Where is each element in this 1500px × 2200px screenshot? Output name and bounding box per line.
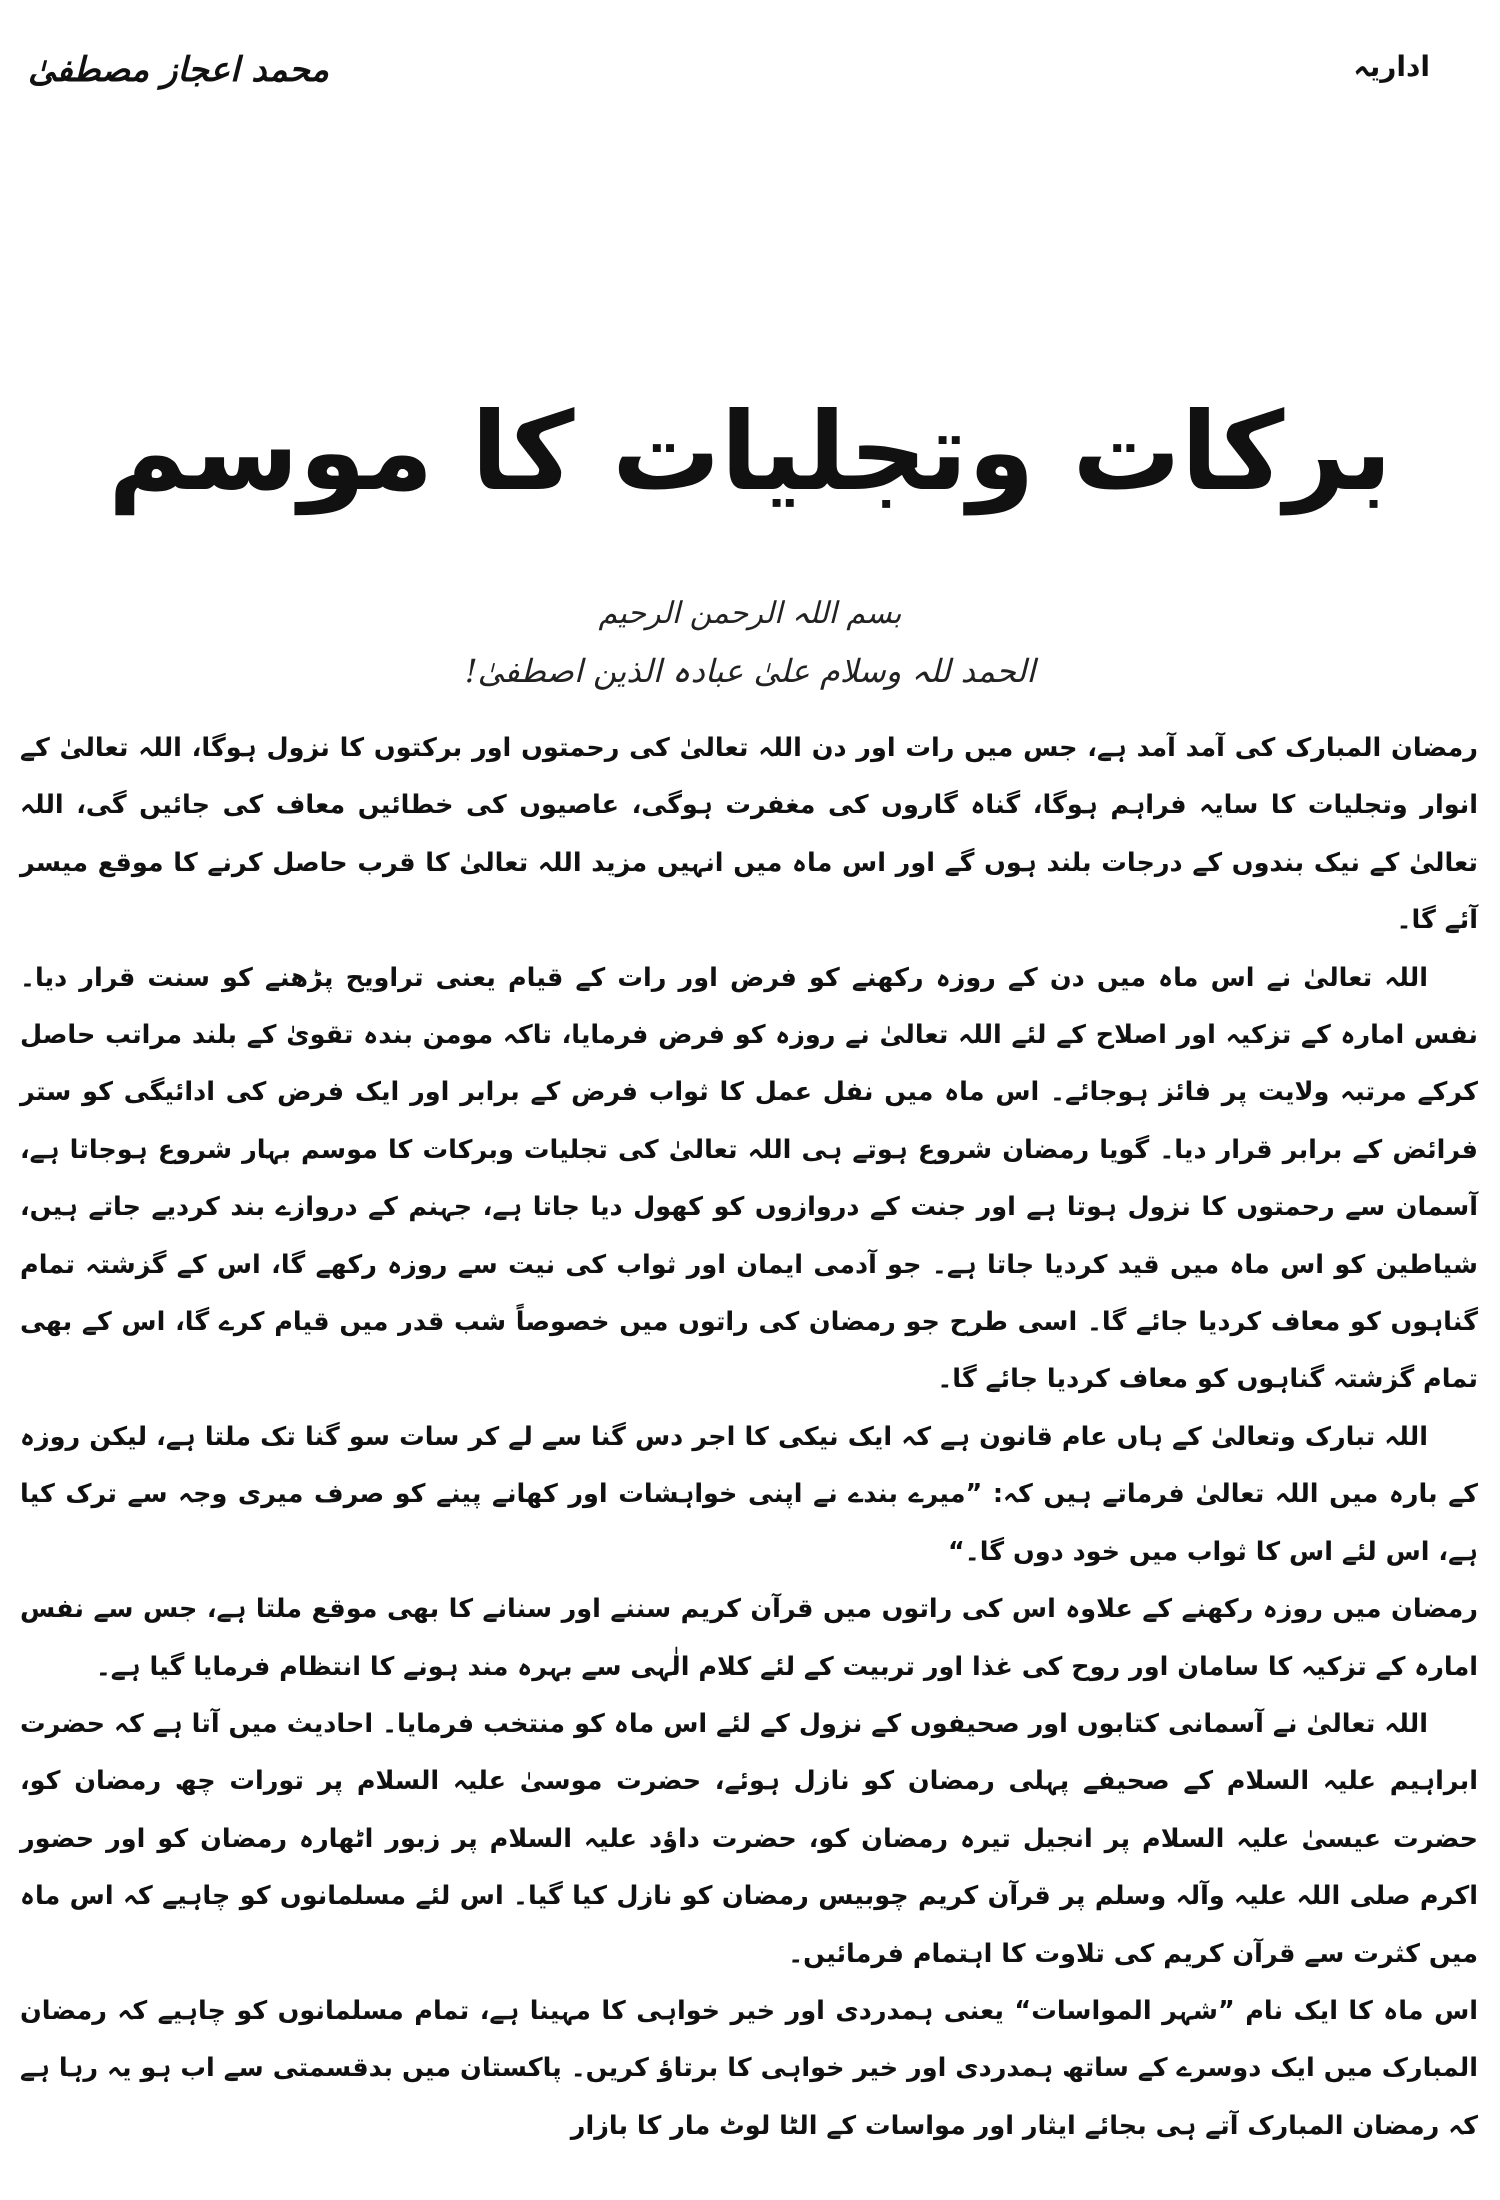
paragraph-5: اللہ تعالیٰ نے آسمانی کتابوں اور صحیفوں کے نزول کے لئے اس ماہ کو منتخب فرمایا۔ احادیث میں آتا ہے کہ حضرت ابراہیم علیہ السلام کے صحیفے پہلی رمضان کو نازل ہوئے، حضرت موسیٰ علیہ السلام پر تورات چھ رمضان کو، حضرت عیسیٰ علیہ السلام پر انجیل تیرہ رمضان کو، حضرت داؤد علیہ السلام پر زبور اٹھارہ رمضان کو اور حضور اکرم صلی اللہ علیہ وآلہ وسلم پر قرآن کریم چوبیس رمضان کو نازل کیا گیا۔ اس لئے مسلمانوں کو چاہیے کہ اس ماہ میں کثرت سے قرآن کریم کی تلاوت کا اہتمام فرمائیں۔ (20, 1708, 1478, 1969)
basmala-line: بسم اللہ الرحمن الرحیم (598, 596, 902, 631)
section-label: اداریہ (1353, 50, 1430, 83)
article-body (20, 720, 1478, 2155)
paragraph-2: اللہ تعالیٰ نے اس ماہ میں دن کے روزہ رکھنے کو فرض اور رات کے قیام یعنی تراویح پڑھنے کو سنت قرار دیا۔ نفس امارہ کے تزکیہ اور اصلاح کے لئے اللہ تعالیٰ نے روزہ کو فرض فرمایا، تاکہ مومن بندہ تقویٰ کے بلند مراتب حاصل کرکے مرتبہ ولایت پر فائز ہوجائے۔ اس ماہ میں نفل عمل کا ثواب فرض کے برابر اور ایک فرض کی ادائیگی کو ستر فرائض کے برابر قرار دیا۔ گویا رمضان شروع ہوتے ہی اللہ تعالیٰ کی تجلیات وبرکات کا موسم بہار شروع ہوجاتا ہے، آسمان سے رحمتوں کا نزول ہوتا ہے اور جنت کے دروازوں کو کھول دیا جاتا ہے، جہنم کے دروازے بند کردیے جاتے ہیں، شیاطین کو اس ماہ میں قید کردیا جاتا ہے۔ جو آدمی ایمان اور ثواب کی نیت سے روزہ رکھے گا، اس کے گزشتہ تمام گناہوں کو معاف کردیا جائے گا۔ اسی طرح جو رمضان کی راتوں میں خصوصاً شب قدر میں قیام کرے گا، اس کے بھی تمام گزشتہ گناہوں کو معاف کردیا جائے گا۔ (20, 962, 1478, 1395)
hamd-line: الحمد للہ وسلام علیٰ عبادہ الذین اصطفیٰ! (464, 652, 1036, 690)
paragraph-1: رمضان المبارک کی آمد آمد ہے، جس میں رات اور دن اللہ تعالیٰ کی رحمتوں اور برکتوں کا نزول ہوگا، اللہ تعالیٰ کے انوار وتجلیات کا سایہ فراہم ہوگا، گناہ گاروں کی مغفرت ہوگی، عاصیوں کی خطائیں معاف کی جائیں گی، اللہ تعالیٰ کے نیک بندوں کے درجات بلند ہوں گے اور اس ماہ میں انہیں مزید اللہ تعالیٰ کا قرب حاصل کرنے کا موقع میسر آئے گا۔ (20, 733, 1478, 936)
paragraph-3: اللہ تبارک وتعالیٰ کے ہاں عام قانون ہے کہ ایک نیکی کا اجر دس گنا سے لے کر سات سو گنا تک ملتا ہے، لیکن روزہ کے بارہ میں اللہ تعالیٰ فرماتے ہیں کہ: ”میرے بندے نے اپنی خواہشات اور کھانے پینے کو صرف میری وجہ سے ترک کیا ہے، اس لئے اس کا ثواب میں خود دوں گا۔“ (20, 1421, 1478, 1567)
paragraph-4: رمضان میں روزہ رکھنے کے علاوہ اس کی راتوں میں قرآن کریم سننے اور سنانے کا بھی موقع ملتا ہے، جس سے نفس امارہ کے تزکیہ کا سامان اور روح کی غذا اور تربیت کے لئے کلام الٰہی سے بہرہ مند ہونے کا انتظام فرمایا گیا ہے۔ (20, 1594, 1478, 1682)
paragraph-6: اس ماہ کا ایک نام ”شہر المواسات“ یعنی ہمدردی اور خیر خواہی کا مہینا ہے، تمام مسلمانوں کو چاہیے کہ رمضان المبارک میں ایک دوسرے کے ساتھ ہمدردی اور خیر خواہی کا برتاؤ کریں۔ پاکستان میں بدقسمتی سے اب ہو یہ رہا ہے کہ رمضان المبارک آتے ہی بجائے ایثار اور مواسات کے الٹا لوٹ مار کا بازار (20, 1995, 1478, 2141)
author-name: محمد اعجاز مصطفیٰ (28, 50, 329, 90)
article-title: برکات وتجلیات کا موسم (107, 390, 1393, 515)
